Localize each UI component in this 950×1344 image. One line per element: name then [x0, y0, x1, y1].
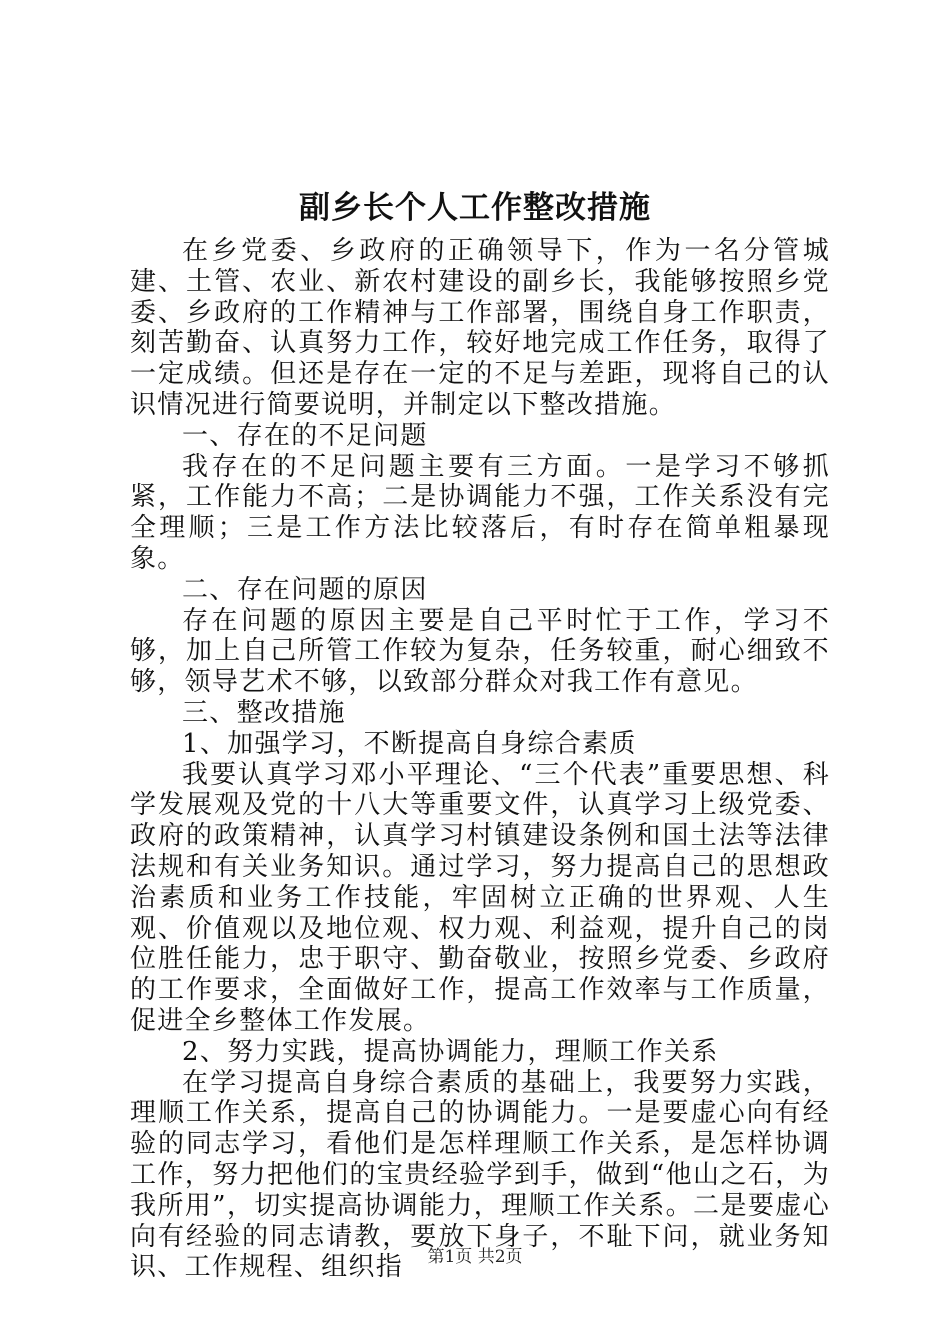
- paragraph-measure-1: 我要认真学习邓小平理论、“三个代表”重要思想、科学发展观及党的十八大等重要文件，认真学习上级党委、政府的政策精神，认真学习村镇建设条例和国土法等法律法规和有关业务知识。通过学习，努力提高自己的思想政治素质和业务工作技能，牢固树立正确的世界观、人生观、价值观以及地位观、权力观、利益观，提升自己的岗位胜任能力，忠于职守、勤奋敬业，按照乡党委、乡政府的工作要求，全面做好工作，提高工作效率与工作质量，促进全乡整体工作发展。: [130, 759, 830, 1036]
- section-heading-2: 二、存在问题的原因: [182, 574, 428, 605]
- document-body: [130, 236, 830, 1283]
- paragraph-causes: 存在问题的原因主要是自己平时忙于工作，学习不够，加上自己所管工作较为复杂，任务较重，耐心细致不够，领导艺术不够，以致部分群众对我工作有意见。: [130, 605, 830, 698]
- section-heading-1: 一、存在的不足问题: [182, 420, 428, 451]
- section-heading-3: 三、整改措施: [182, 697, 346, 728]
- subheading-measure-1: 1、加强学习，不断提高自身综合素质: [182, 728, 637, 759]
- document-title: 副乡长个人工作整改措施: [299, 190, 651, 226]
- subheading-measure-2: 2、努力实践，提高协调能力，理顺工作关系: [182, 1036, 719, 1067]
- paragraph-intro: 在乡党委、乡政府的正确领导下，作为一名分管城建、土管、农业、新农村建设的副乡长，我能够按照乡党委、乡政府的工作精神与工作部署，围绕自身工作职责，刻苦勤奋、认真努力工作，较好地完成工作任务，取得了一定成绩。但还是存在一定的不足与差距，现将自己的认识情况进行简要说明，并制定以下整改措施。: [130, 236, 830, 420]
- paragraph-problems: 我存在的不足问题主要有三方面。一是学习不够抓紧，工作能力不高；二是协调能力不强，工作关系没有完全理顺；三是工作方法比较落后，有时存在简单粗暴现象。: [130, 451, 830, 574]
- page-number: 第1页 共2页: [427, 1247, 523, 1267]
- paragraph-measure-2: 在学习提高自身综合素质的基础上，我要努力实践，理顺工作关系，提高自己的协调能力。一是要虚心向有经验的同志学习，看他们是怎样理顺工作关系，是怎样协调工作，努力把他们的宝贵经验学到手，做到“他山之石，为我所用”，切实提高协调能力，理顺工作关系。二是要虚心向有经验的同志请教，要放下身子，不耻下问，就业务知识、工作规程、组织指: [130, 1067, 830, 1283]
